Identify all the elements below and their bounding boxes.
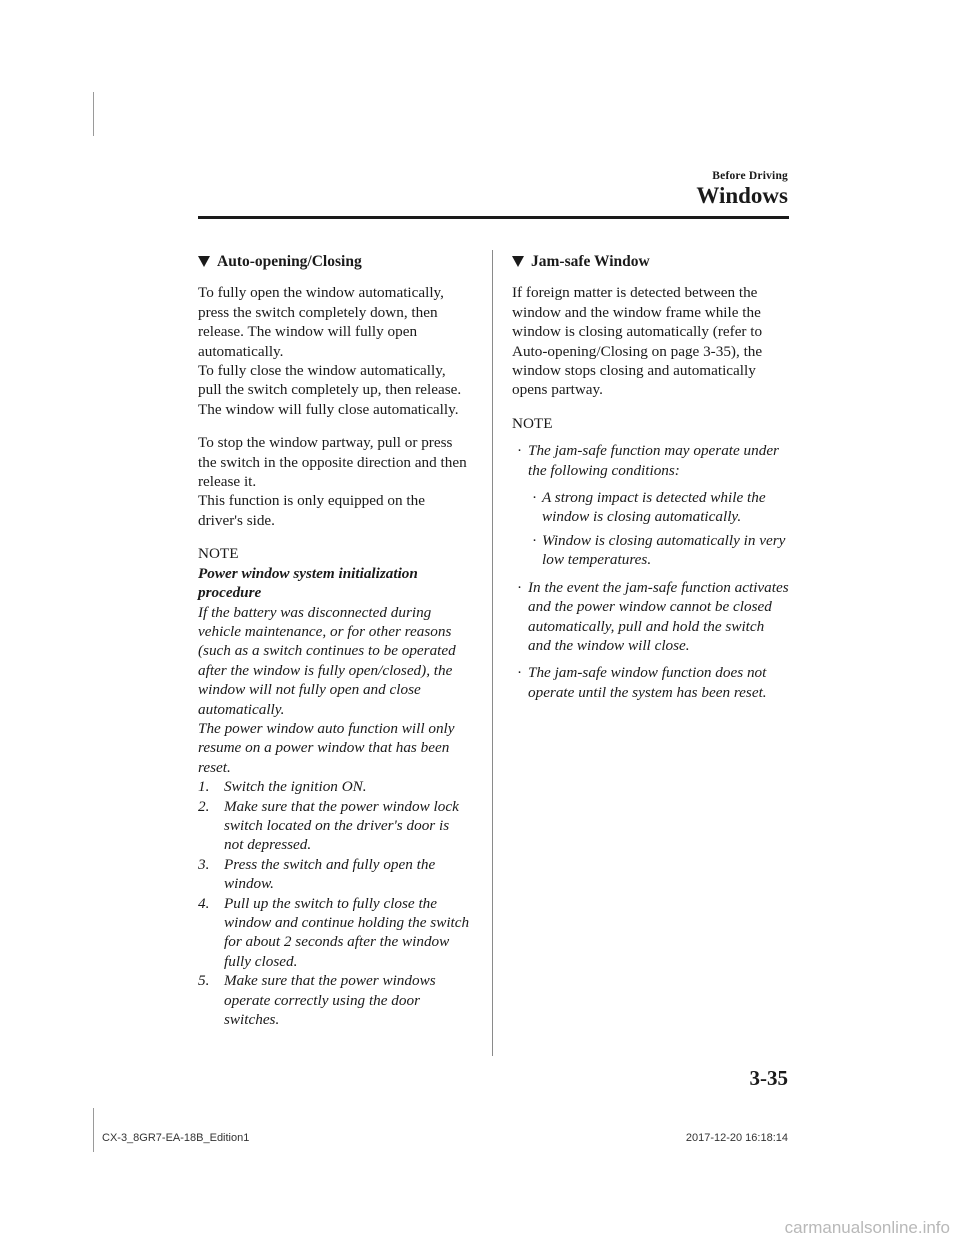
step-number: 2. (198, 797, 210, 815)
steps-list (198, 777, 470, 1029)
crop-mark-bottom (93, 1108, 94, 1152)
paragraph: To stop the window partway, pull or press the switch in the opposite direction and then release it. (198, 434, 467, 491)
list-item (198, 855, 470, 894)
note-label: NOTE (198, 545, 239, 563)
step-number: 1. (198, 778, 210, 796)
right-column (512, 252, 790, 710)
paragraph: If foreign matter is detected between the window and the window frame while the window is closing automatically (refer to Auto-opening/Closing on page 3-35), the window stops closing and automatically opens partway. (512, 284, 763, 399)
step-text: Make sure that the power window lock switch located on the driver's door is not depressed. (224, 797, 459, 854)
step-number: 3. (198, 855, 210, 873)
section-label: Before Driving (712, 170, 788, 182)
bullet-icon: · (517, 664, 523, 682)
list-item (512, 578, 790, 656)
page-title: Windows (696, 183, 788, 208)
crop-mark-top (93, 92, 94, 136)
section-heading-text: Jam-safe Window (531, 253, 650, 270)
step-text: Switch the ignition ON. (224, 778, 367, 796)
section-heading-text: Auto-opening/Closing (217, 253, 362, 270)
bullet-icon: · (517, 578, 523, 596)
note-label: NOTE (512, 414, 553, 432)
bullet-text: The jam-safe function may operate under the following conditions: (528, 442, 779, 479)
watermark: carmanualsonline.info (784, 1218, 950, 1237)
footer-doc-id: CX-3_8GR7-EA-18B_Edition1 (102, 1132, 250, 1144)
section-heading-jam-safe (512, 252, 790, 271)
note-text: The power window auto function will only resume on a power window that has been reset. (198, 719, 455, 776)
list-item (528, 531, 790, 570)
step-text: Make sure that the power windows operate correctly using the door switches. (224, 972, 436, 1029)
list-item (198, 777, 470, 796)
step-text: Press the switch and fully open the window. (224, 855, 436, 893)
footer-timestamp: 2017-12-20 16:18:14 (685, 1132, 788, 1144)
bullet-text: The jam-safe window function does not operate until the system has been reset. (528, 664, 767, 701)
header-rule (198, 216, 789, 219)
sub-bullet-list (528, 488, 790, 570)
note-text: If the battery was disconnected during vehicle maintenance, or for other reasons (such as a switch continues to be operated after the window is fully open/closed), the window will not fully open and close automatically. (198, 603, 456, 718)
bullet-text: In the event the jam-safe function activates and the power window cannot be closed automatically, pull and hold the switch and the window will close. (528, 578, 789, 654)
step-number: 4. (198, 894, 210, 912)
bullet-text: A strong impact is detected while the window is closing automatically. (542, 489, 766, 526)
paragraph: To fully close the window automatically, pull the switch completely up, then release. The window will fully close automatically. (198, 362, 462, 418)
left-column (198, 252, 470, 1029)
note-title: Power window system initialization procedure (198, 564, 418, 602)
section-heading-auto-opening (198, 252, 470, 271)
paragraph: This function is only equipped on the driver's side. (198, 492, 425, 529)
triangle-down-icon (512, 256, 524, 267)
note-bullet-list (512, 441, 790, 702)
list-item (528, 488, 790, 527)
column-divider (492, 250, 493, 1056)
list-item (512, 663, 790, 702)
list-item (198, 797, 470, 855)
list-item (198, 971, 470, 1029)
list-item (198, 894, 470, 972)
bullet-icon: · (532, 531, 538, 549)
page-number: 3-35 (749, 1066, 788, 1090)
bullet-icon: · (532, 489, 538, 507)
triangle-down-icon (198, 256, 210, 267)
bullet-icon: · (517, 442, 523, 460)
bullet-text: Window is closing automatically in very low temperatures. (542, 531, 786, 569)
step-text: Pull up the switch to fully close the window and continue holding the switch for about 2 seconds after the window fully closed. (224, 894, 470, 970)
step-number: 5. (198, 972, 210, 990)
paragraph: To fully open the window automatically, press the switch completely down, then release. The window will fully open automatically. (198, 284, 444, 360)
list-item (512, 441, 790, 569)
